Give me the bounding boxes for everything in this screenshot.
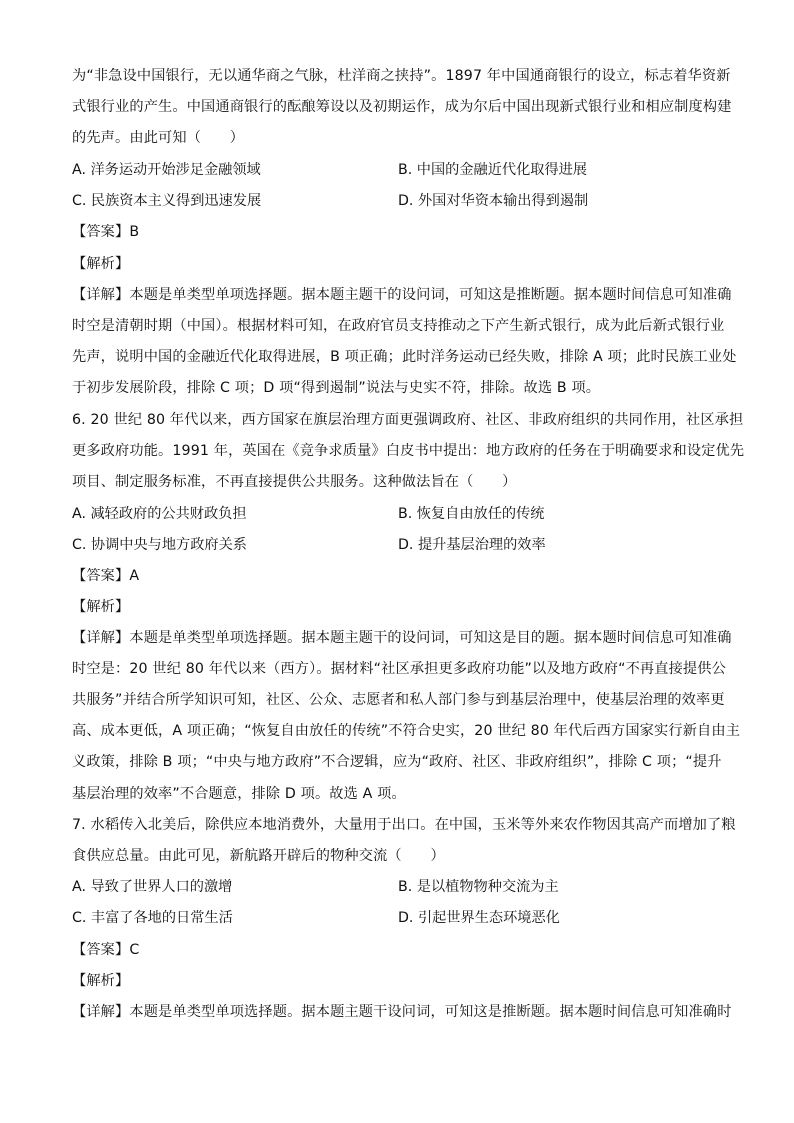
q6-stem-line-2: 更多政府功能。1991 年，英国在《竞争求质量》白皮书中提出：地方政府的任务在于明确要求和设定优先 [72, 443, 745, 459]
q6-option-c: C. 协调中央与地方政府关系 [72, 537, 247, 553]
q6-option-d: D. 提升基层治理的效率 [398, 537, 546, 553]
q7-stem-line-2: 食供应总量。由此可见，新航路开辟后的物种交流（ ） [72, 848, 445, 864]
q6-detail-line-6: 基层治理的效率”不合题意，排除 D 项。故选 A 项。 [72, 786, 406, 802]
q7-option-a: A. 导致了世界人口的激增 [72, 879, 233, 895]
q6-detail-line-4: 高、成本更低，A 项正确；“恢复自由放任的传统”不符合史实，20 世纪 80 年代后西方国家实行新自由主 [72, 723, 741, 739]
q5-option-a: A. 洋务运动开始涉足金融领域 [72, 162, 261, 178]
q6-detail-line-3: 共服务”并结合所学知识可知，社区、公众、志愿者和私人部门参与到基层治理中，使基层治理的效率更 [72, 692, 725, 708]
q5-answer: 【答案】B [72, 224, 140, 240]
q5-stem-line-1: 为“非急设中国银行，无以通华商之气脉，杜洋商之挟持”。1897 年中国通商银行的设立，标志着华资新 [72, 68, 731, 84]
q5-option-b: B. 中国的金融近代化取得进展 [398, 162, 588, 178]
q5-option-c: C. 民族资本主义得到迅速发展 [72, 193, 262, 209]
q5-detail-line-4: 于初步发展阶段，排除 C 项；D 项“得到遏制”说法与史实不符，排除。故选 B 项。 [72, 380, 601, 396]
q7-option-b: B. 是以植物物种交流为主 [398, 879, 559, 895]
q7-option-d: D. 引起世界生态环境恶化 [398, 910, 560, 926]
q6-answer: 【答案】A [72, 568, 140, 584]
q6-detail-line-1: 【详解】本题是单类型单项选择题。据本题主题干的设问词，可知这是目的题。据本题时间信息可知准确 [72, 630, 732, 646]
q6-option-a: A. 减轻政府的公共财政负担 [72, 506, 247, 522]
q7-option-c: C. 丰富了各地的日常生活 [72, 910, 233, 926]
q6-stem-line-1: 6. 20 世纪 80 年代以来，西方国家在旗层治理方面更强调政府、社区、非政府组织的共同作用，社区承担 [72, 412, 744, 428]
q5-detail-line-3: 先声，说明中国的金融近代化取得进展，B 项正确；此时洋务运动已经失败，排除 A 项；此时民族工业处 [72, 349, 737, 365]
q5-stem-line-2: 式银行业的产生。中国通商银行的酝酿筹设以及初期运作，成为尔后中国出现新式银行业和相应制度构建 [72, 99, 732, 115]
q7-analysis-heading: 【解析】 [72, 973, 130, 989]
q6-detail-line-5: 义政策，排除 B 项；“中央与地方政府”不合逻辑，应为“政府、社区、非政府组织”，排除 C 项；“提升 [72, 754, 722, 770]
q5-analysis-heading: 【解析】 [72, 256, 130, 272]
q7-stem-line-1: 7. 水稻传入北美后，除供应本地消费外，大量用于出口。在中国，玉米等外来农作物因其高产而增加了粮 [72, 817, 736, 833]
q6-detail-line-2: 时空是：20 世纪 80 年代以来（西方）。据材料“社区承担更多政府功能”以及地方政府“不再直接提供公 [72, 661, 726, 677]
q6-stem-line-3: 项目、制定服务标准，不再直接提供公共服务。这种做法旨在（ ） [72, 474, 517, 490]
q5-detail-line-2: 时空是清朝时期（中国）。根据材料可知，在政府官员支持推动之下产生新式银行，成为此后新式银行业 [72, 318, 725, 334]
q5-option-d: D. 外国对华资本输出得到遏制 [398, 193, 589, 209]
q5-detail-line-1: 【详解】本题是单类型单项选择题。据本题主题干的设问词，可知这是推断题。据本题时间信息可知准确 [72, 287, 732, 303]
q6-analysis-heading: 【解析】 [72, 599, 130, 615]
q5-stem-line-3: 的先声。由此可知（ ） [72, 130, 245, 146]
q7-detail-line-1: 【详解】本题是单类型单项选择题。据本题主题干设问词，可知这是推断题。据本题时间信息可知准确时 [72, 1004, 732, 1020]
q6-option-b: B. 恢复自由放任的传统 [398, 506, 545, 522]
q7-answer: 【答案】C [72, 942, 140, 958]
